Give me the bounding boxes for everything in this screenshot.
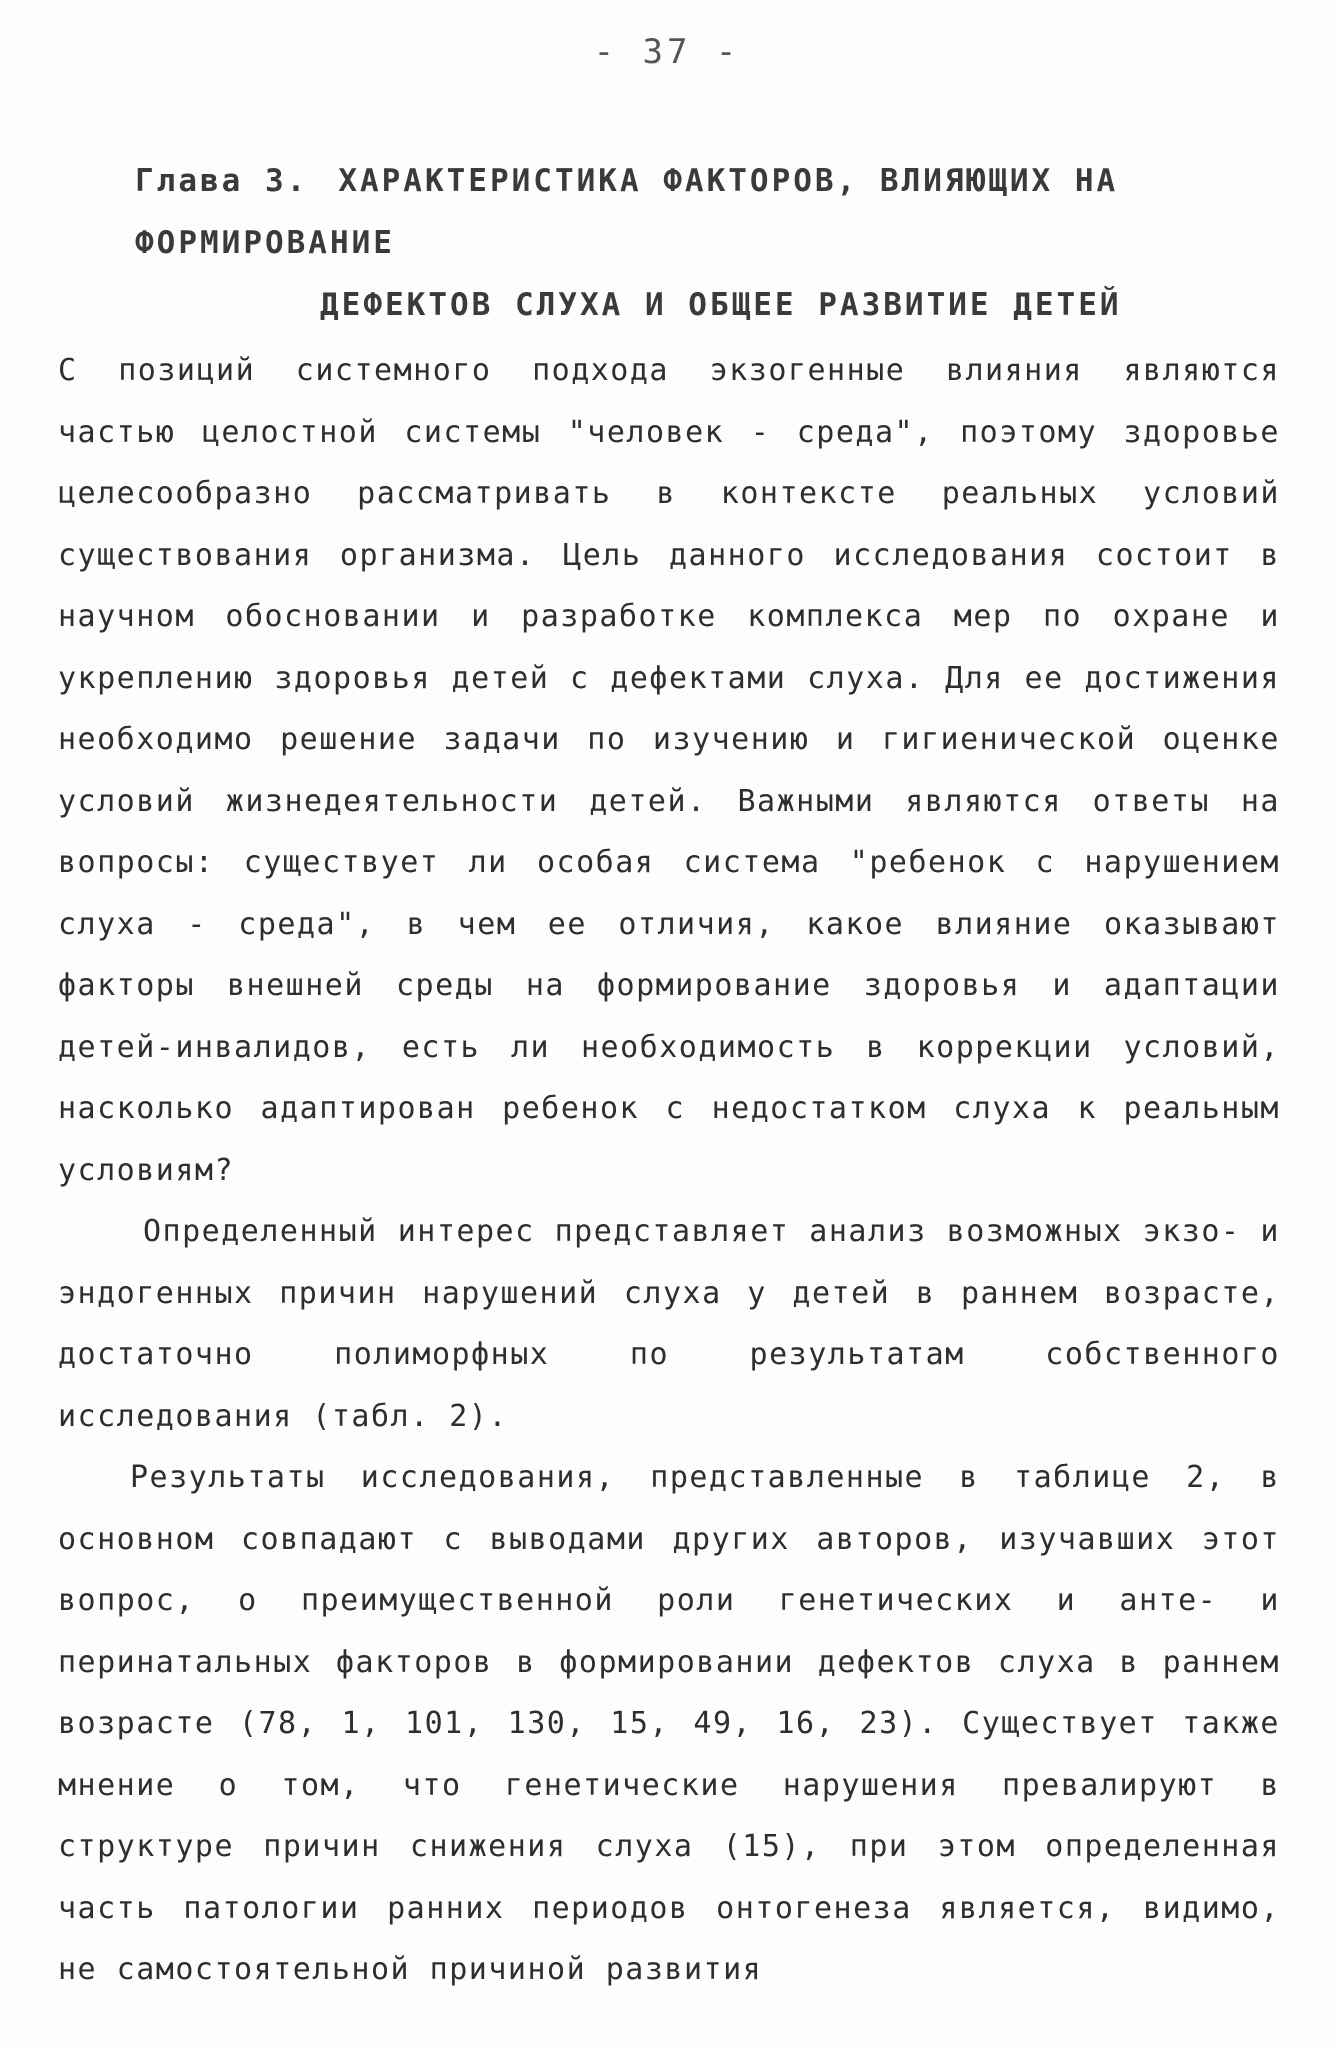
paragraph-3: Результаты исследования, представленные в таблице 2, в основном совпадают с выводами других авторов, изучавших этот вопрос, о преимущественной роли генетических и анте- и перинатальных факторов в формировании дефектов слуха в раннем возрасте (78, 1, 101, 130, 15, 49, 16, 23). Существует также мнение о том, что генетические нарушения превалируют в структуре причин снижения слуха (15), при этом определенная часть патологии ранних периодов онтогенеза является, видимо, не самостоятельной причиной развития: [58, 1460, 1280, 1987]
chapter-title-part-1: ХАРАКТЕРИСТИКА ФАКТОРОВ, ВЛИЯЮЩИХ НА ФОРМИРОВАНИЕ: [135, 163, 1119, 261]
paragraph-1: С позиций системного подхода экзогенные влияния являются частью целостной системы "человек - среда", поэтому здоровье целесообразно рассматривать в контексте реальных условий существования организма. Цель данного исследования состоит в научном обосновании и разработке комплекса мер по охране и укреплению здоровья детей с дефектами слуха. Для ее достижения необходимо решение задачи по изучению и гигиенической оценке условий жизнедеятельности детей. Важными являются ответы на вопросы: существует ли особая система "ребенок с нарушением слуха - среда", в чем ее отличия, какое влияние оказывают факторы внешней среды на формирование здоровья и адаптации детей-инвалидов, есть ли необходимость в коррекции условий, насколько адаптирован ребенок с недостатком слуха к реальным условиям?: [58, 353, 1280, 1188]
chapter-heading: [135, 150, 1275, 336]
paragraph-2: Определенный интерес представляет анализ возможных экзо- и эндогенных причин нарушений слуха у детей в раннем возрасте, достаточно полиморфных по результатам собственного исследования (табл. 2).: [58, 1214, 1280, 1434]
chapter-title-line-1: [135, 150, 1275, 274]
chapter-title-line-2: ДЕФЕКТОВ СЛУХА И ОБЩЕЕ РАЗВИТИЕ ДЕТЕЙ: [320, 287, 1122, 323]
body-text: [58, 340, 1280, 2001]
chapter-label: Глава 3.: [135, 163, 309, 199]
page-number: - 37 -: [593, 32, 741, 72]
